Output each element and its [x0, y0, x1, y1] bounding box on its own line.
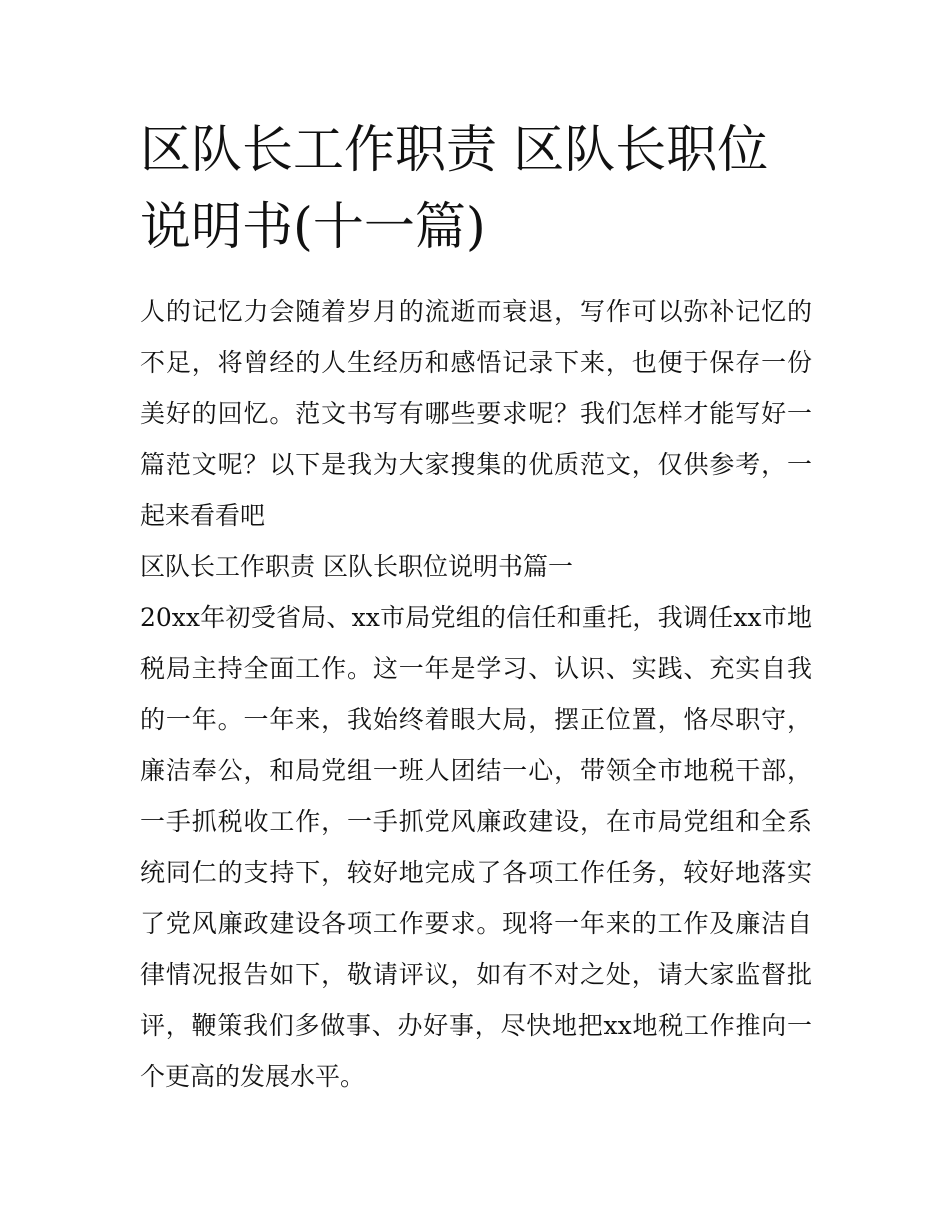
intro-paragraph: 人的记忆力会随着岁月的流逝而衰退，写作可以弥补记忆的不足，将曾经的人生经历和感悟记录下来，也便于保存一份美好的回忆。范文书写有哪些要求呢？我们怎样才能写好一篇范文呢？以下是我为大家搜集的优质范文，仅供参考，一起来看看吧 [140, 297, 812, 530]
document-title: 区队长工作职责 区队长职位说明书(十一篇) [140, 121, 769, 257]
body-paragraph: 20xx年初受省局、xx市局党组的信任和重托，我调任xx市地税局主持全面工作。这一年是学习、认识、实践、充实自我的一年。一年来，我始终着眼大局，摆正位置，恪尽职守，廉洁奉公，和局党组一班人团结一心，带领全市地税干部，一手抓税收工作，一手抓党风廉政建设，在市局党组和全系统同仁的支持下，较好地完成了各项工作任务，较好地落实了党风廉政建设各项工作要求。现将一年来的工作及廉洁自律情况报告如下，敬请评议，如有不对之处，请大家监督批评，鞭策我们多做事、办好事，尽快地把xx地税工作推向一个更高的发展水平。 [140, 603, 812, 1091]
document-page [140, 112, 812, 1102]
section-heading: 区队长工作职责 区队长职位说明书篇一 [140, 552, 573, 581]
